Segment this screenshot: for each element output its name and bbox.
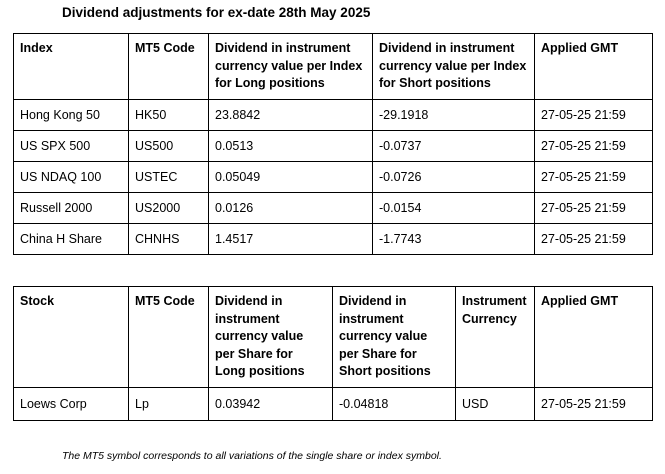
cell-instrument-currency: USD	[456, 388, 535, 421]
table-header-row	[14, 34, 653, 100]
cell-long-dividend: 1.4517	[209, 224, 373, 255]
table-row	[14, 131, 653, 162]
cell-short-dividend: -0.0726	[373, 162, 535, 193]
cell-applied-gmt: 27-05-25 21:59	[535, 162, 653, 193]
cell-index: China H Share	[14, 224, 129, 255]
column-header-stock: Stock	[14, 287, 129, 388]
cell-mt5-code: Lp	[129, 388, 209, 421]
page-title: Dividend adjustments for ex-date 28th May 2025	[62, 5, 371, 20]
column-header-mt5-code: MT5 Code	[129, 287, 209, 388]
column-header-long-dividend: Dividend in instrument currency value per Index for Long positions	[209, 34, 373, 100]
column-header-mt5-code: MT5 Code	[129, 34, 209, 100]
table-row	[14, 388, 653, 421]
cell-short-dividend: -1.7743	[373, 224, 535, 255]
table-row	[14, 224, 653, 255]
index-dividend-table	[13, 33, 653, 255]
cell-index: Hong Kong 50	[14, 100, 129, 131]
cell-index: US SPX 500	[14, 131, 129, 162]
footnote: The MT5 symbol corresponds to all variations of the single share or index symbol.	[62, 450, 442, 462]
stock-dividend-table	[13, 286, 653, 421]
column-header-short-dividend: Dividend in instrument currency value per Index for Short positions	[373, 34, 535, 100]
cell-applied-gmt: 27-05-25 21:59	[535, 131, 653, 162]
cell-long-dividend: 0.0513	[209, 131, 373, 162]
cell-short-dividend: -29.1918	[373, 100, 535, 131]
table-header-row	[14, 287, 653, 388]
column-header-short-dividend: Dividend in instrument currency value per Share for Short positions	[333, 287, 456, 388]
column-header-long-dividend: Dividend in instrument currency value per Share for Long positions	[209, 287, 333, 388]
cell-long-dividend: 0.03942	[209, 388, 333, 421]
cell-short-dividend: -0.0737	[373, 131, 535, 162]
cell-index: US NDAQ 100	[14, 162, 129, 193]
cell-short-dividend: -0.0154	[373, 193, 535, 224]
cell-stock: Loews Corp	[14, 388, 129, 421]
cell-mt5-code: US500	[129, 131, 209, 162]
cell-index: Russell 2000	[14, 193, 129, 224]
cell-long-dividend: 0.05049	[209, 162, 373, 193]
table-row	[14, 162, 653, 193]
table-row	[14, 193, 653, 224]
column-header-instrument-currency: Instrument Currency	[456, 287, 535, 388]
cell-applied-gmt: 27-05-25 21:59	[535, 224, 653, 255]
cell-applied-gmt: 27-05-25 21:59	[535, 193, 653, 224]
cell-mt5-code: HK50	[129, 100, 209, 131]
column-header-applied-gmt: Applied GMT	[535, 287, 653, 388]
cell-applied-gmt: 27-05-25 21:59	[535, 388, 653, 421]
cell-mt5-code: USTEC	[129, 162, 209, 193]
cell-applied-gmt: 27-05-25 21:59	[535, 100, 653, 131]
column-header-index: Index	[14, 34, 129, 100]
column-header-applied-gmt: Applied GMT	[535, 34, 653, 100]
cell-long-dividend: 23.8842	[209, 100, 373, 131]
cell-mt5-code: CHNHS	[129, 224, 209, 255]
cell-mt5-code: US2000	[129, 193, 209, 224]
cell-long-dividend: 0.0126	[209, 193, 373, 224]
cell-short-dividend: -0.04818	[333, 388, 456, 421]
table-row	[14, 100, 653, 131]
